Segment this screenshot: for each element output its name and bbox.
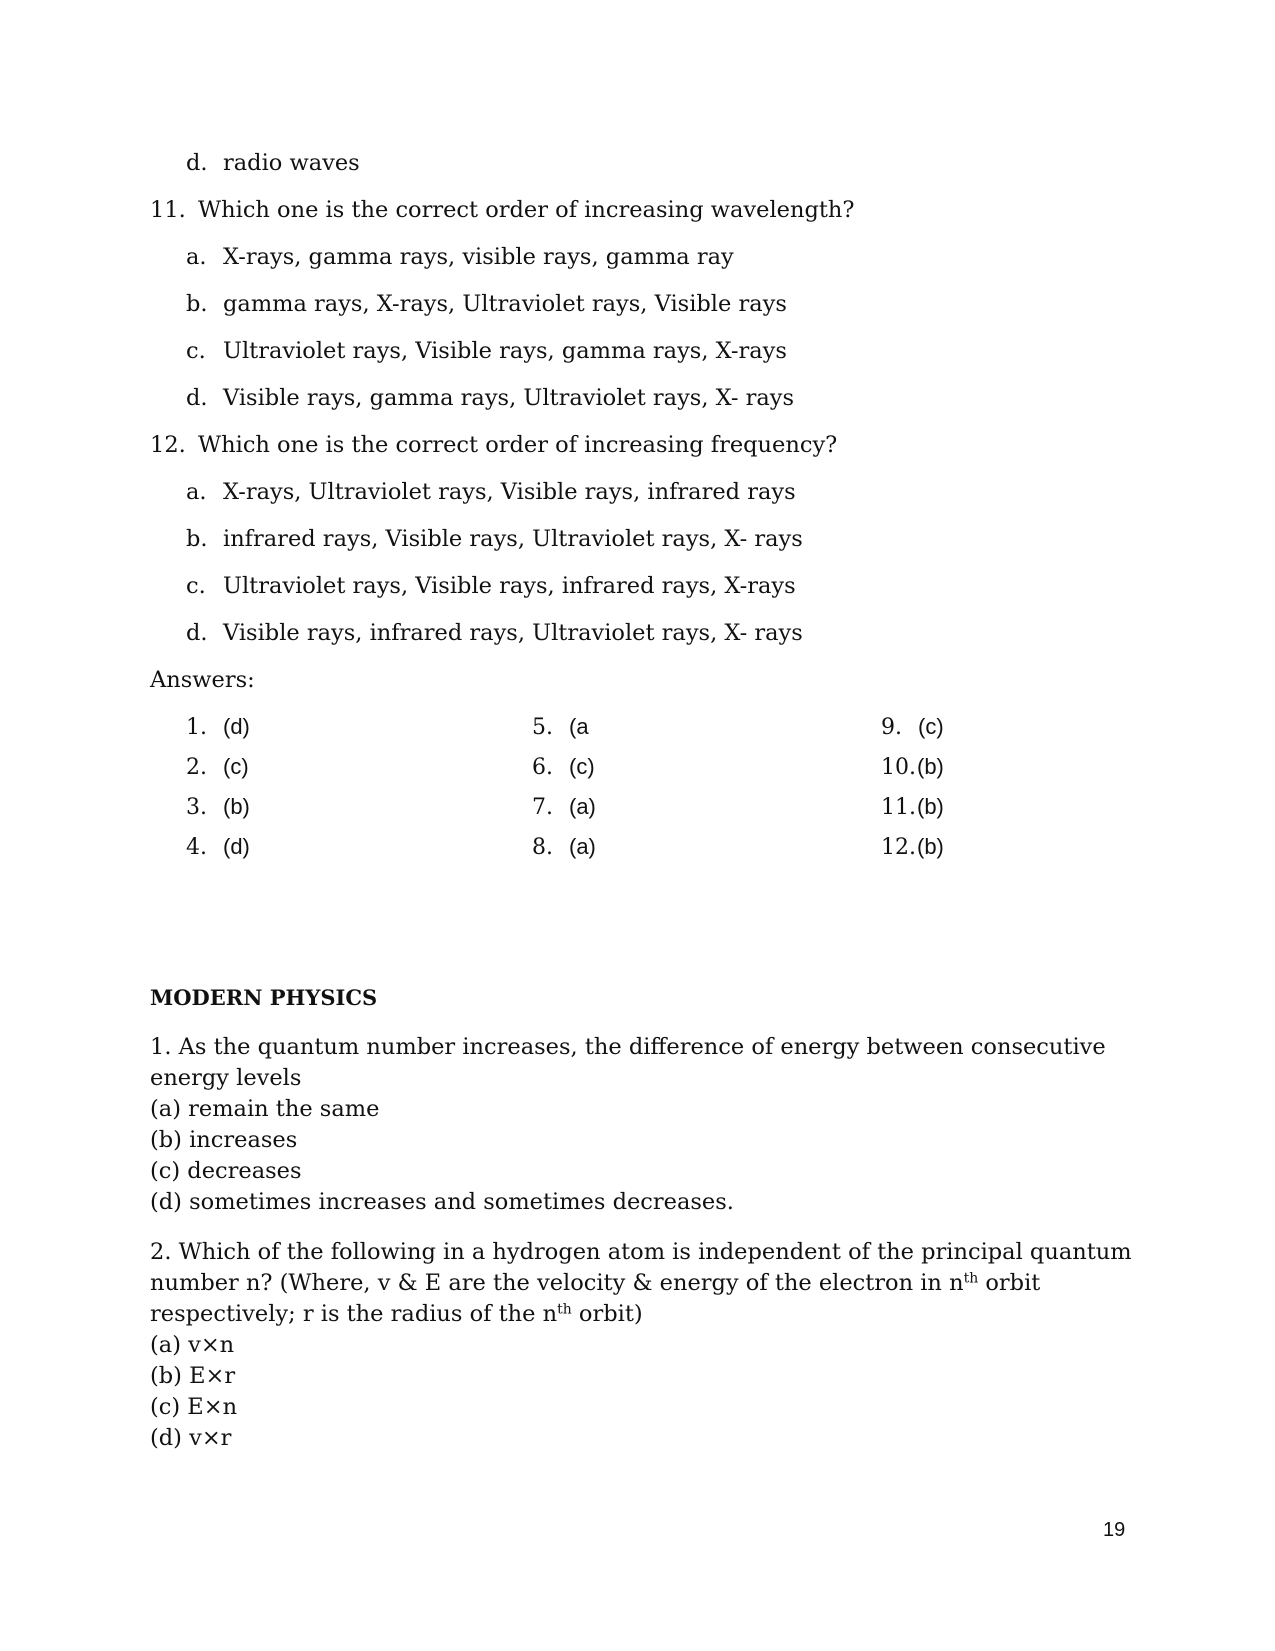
- answer-item: [881, 792, 944, 823]
- q11-option-d: [186, 383, 794, 413]
- answer-number: 3.: [186, 795, 207, 820]
- answer-item: [881, 832, 944, 863]
- option-line: (b) increases: [150, 1127, 298, 1153]
- option-text: Visible rays, gamma rays, Ultraviolet rays, X- rays: [223, 385, 795, 411]
- question-line: [150, 1268, 1130, 1299]
- answers-label: Answers:: [150, 667, 255, 693]
- question-number: 12.: [150, 432, 186, 458]
- answer-number: 12.: [881, 835, 916, 860]
- answer-number: 9.: [881, 715, 902, 740]
- q12-option-a: [186, 477, 796, 507]
- question-11: [150, 195, 854, 225]
- q12-option-c: [186, 571, 796, 601]
- answer-value: (b): [223, 794, 250, 819]
- mp-question-2: [150, 1237, 1130, 1454]
- question-text: Which one is the correct order of increasing wavelength?: [198, 197, 855, 223]
- answer-number: 1.: [186, 715, 207, 740]
- question-text: Which one is the correct order of increasing frequency?: [198, 432, 838, 458]
- option-text: infrared rays, Visible rays, Ultraviolet rays, X- rays: [223, 526, 803, 552]
- question-line: [150, 1299, 1130, 1330]
- option-line: (b) E×r: [150, 1363, 236, 1389]
- option-text: gamma rays, X-rays, Ultraviolet rays, Visible rays: [223, 291, 787, 317]
- answer-value: (c): [569, 754, 595, 779]
- q11-option-a: [186, 242, 734, 272]
- answer-value: (c): [918, 714, 944, 739]
- option-letter: c.: [186, 338, 206, 364]
- answer-value: (b): [917, 794, 944, 819]
- q12-option-b: [186, 524, 803, 554]
- answer-number: 4.: [186, 835, 207, 860]
- option-letter: d.: [186, 150, 208, 176]
- answer-item: [186, 792, 250, 823]
- option-text: X-rays, Ultraviolet rays, Visible rays, infrared rays: [223, 479, 796, 505]
- answer-number: 8.: [532, 835, 553, 860]
- answer-number: 2.: [186, 755, 207, 780]
- answer-number: 6.: [532, 755, 553, 780]
- option-line: (d) sometimes increases and sometimes decreases.: [150, 1189, 734, 1215]
- q11-option-c: [186, 336, 787, 366]
- answer-number: 11.: [881, 795, 916, 820]
- answer-item: [881, 712, 944, 743]
- option-d-continued: [186, 148, 360, 178]
- question-number: 11.: [150, 197, 186, 223]
- answer-value: (d): [223, 834, 250, 859]
- answer-value: (a: [569, 714, 589, 739]
- option-text: Ultraviolet rays, Visible rays, gamma rays, X-rays: [223, 338, 787, 364]
- answer-value: (b): [917, 754, 944, 779]
- mp-question-1: [150, 1032, 1130, 1218]
- option-text: radio waves: [223, 150, 360, 176]
- q12-option-d: [186, 618, 803, 648]
- answer-value: (c): [223, 754, 249, 779]
- option-letter: d.: [186, 385, 208, 411]
- answer-item: [881, 752, 944, 783]
- answer-number: 5.: [532, 715, 553, 740]
- option-letter: b.: [186, 526, 208, 552]
- superscript: th: [963, 1270, 979, 1287]
- superscript: th: [557, 1301, 572, 1318]
- option-text: Visible rays, infrared rays, Ultraviolet rays, X- rays: [223, 620, 803, 646]
- option-letter: d.: [186, 620, 208, 646]
- answer-item: [186, 832, 250, 863]
- option-text: Ultraviolet rays, Visible rays, infrared rays, X-rays: [223, 573, 796, 599]
- option-text: X-rays, gamma rays, visible rays, gamma ray: [223, 244, 734, 270]
- option-letter: b.: [186, 291, 208, 317]
- answer-number: 7.: [532, 795, 553, 820]
- option-line: (d) v×r: [150, 1425, 232, 1451]
- option-letter: a.: [186, 244, 207, 270]
- answer-item: [532, 832, 596, 863]
- question-12: [150, 430, 837, 460]
- text-run: number n? (Where, v & E are the velocity & energy of the electron in n: [150, 1270, 964, 1296]
- answer-value: (d): [223, 714, 250, 739]
- option-line: (c) decreases: [150, 1158, 302, 1184]
- text-run: respectively; r is the radius of the n: [150, 1301, 558, 1327]
- page-number: 19: [1103, 1519, 1126, 1541]
- option-letter: a.: [186, 479, 207, 505]
- section-heading: MODERN PHYSICS: [150, 985, 378, 1010]
- answer-value: (b): [917, 834, 944, 859]
- question-line: energy levels: [150, 1065, 302, 1091]
- question-line: 1. As the quantum number increases, the difference of energy between consecutive: [150, 1034, 1106, 1060]
- answer-item: [186, 752, 249, 783]
- text-run: orbit: [978, 1270, 1041, 1296]
- answer-item: [186, 712, 250, 743]
- answer-item: [532, 792, 596, 823]
- option-line: (a) remain the same: [150, 1096, 380, 1122]
- answer-item: [532, 752, 595, 783]
- option-letter: c.: [186, 573, 206, 599]
- answer-value: (a): [569, 834, 596, 859]
- question-line: 2. Which of the following in a hydrogen atom is independent of the principal quantum: [150, 1239, 1132, 1265]
- answer-number: 10.: [881, 755, 916, 780]
- answer-item: [532, 712, 589, 743]
- option-line: (c) E×n: [150, 1394, 238, 1420]
- answer-value: (a): [569, 794, 596, 819]
- option-line: (a) v×n: [150, 1332, 235, 1358]
- q11-option-b: [186, 289, 787, 319]
- text-run: orbit): [571, 1301, 643, 1327]
